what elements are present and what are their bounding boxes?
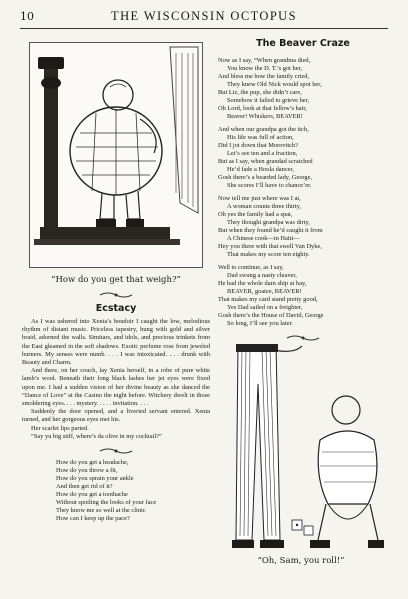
poem-line: Dad swung a nasty cleaver, (227, 272, 297, 279)
dice-cartoon (218, 344, 384, 552)
left-column (22, 34, 210, 523)
poem-line: His life was full of action, (227, 134, 294, 141)
poem-line: Yes Dad sailed on a freighter, (227, 304, 303, 311)
poem-line: Oh yes the family had a spat, (218, 211, 293, 218)
poem-line: BEAVER, goatee, BEAVER! (227, 288, 302, 295)
ecstasy-paragraph: And there, on her couch, lay Xenia herself, in a robe of pure white lamb’s wool. Beneath their long black lashes her jet eyes were fixed upon me. I had a sudden vision of her divine beauty as she danced the “Dance of Love” at the Casino the night before. Witchery dwelt in those smoldering eyes. . . . mystery. . . . . invitation. . . . (22, 367, 210, 408)
right-column (218, 34, 388, 344)
ecstasy-paragraph: “Say yu big stiff, where’s da olive in my cocktail?” (31, 432, 162, 440)
ecstasy-title: Ecstacy (95, 303, 137, 314)
poem-line: How do you get a toothache (56, 491, 128, 499)
poem-line: He had the whole darn ship at bay, (218, 280, 307, 287)
poem-line: How can I keep up the pace? (56, 515, 130, 523)
scale-cartoon (29, 42, 203, 268)
poem-line: But as I say, when grandad scratched (218, 158, 313, 165)
poem-line: You know the D. T.’s got her, (227, 65, 303, 72)
beaver-craze-title: The Beaver Craze (256, 38, 350, 49)
poem-line: Well to continue, as I say, (218, 264, 284, 271)
poem-line: Gosh there’s a bearded lady, George, (218, 174, 313, 181)
poem-line: Somehow it failed to grieve her, (227, 97, 310, 104)
ecstasy-paragraph: Her scarlet lips parted. (31, 424, 89, 432)
beaver-craze-poem (218, 57, 388, 328)
ecstasy-story (22, 318, 210, 441)
header-rule (20, 28, 388, 29)
ornament-divider (98, 291, 134, 299)
poem-line: They knew Old Nick would spot her, (227, 81, 322, 88)
poem-line: Now as I say, “When grandma died, (218, 57, 311, 64)
ecstasy-paragraph: Suddenly the door opened, and a liveried servant entered. Xenia turned, and her gorgeous eyes met his. (22, 408, 210, 424)
poem-line: That makes my score ten eighty. (227, 251, 310, 258)
poem-line: How do you throw a fit, (56, 467, 118, 475)
scale-cartoon-caption: “How do you get that weigh?” (51, 275, 181, 285)
poem-line: And bless me how the family cried, (218, 73, 310, 80)
poem-line: She scores I’ll have to chance’er. (227, 182, 312, 189)
poem-line: Without spoiling the looks of your face (56, 499, 157, 507)
poem-line: He’d fade a Hoola dancer, (227, 166, 294, 173)
journal-title: THE WISCONSIN OCTOPUS (111, 9, 297, 23)
poem-line: They know me so well at the clinic (56, 507, 146, 515)
poem-line: How do you get a headache, (56, 459, 129, 467)
ecstasy-paragraph: As I was ushered into Xenia’s boudoir I caught the low, melodious rhythm of distant music. Priceless tapestry, hung with gold and silver braid, adorned the walls. Simitars, and idols, and precious trinkets from the East gleamed in the soft shadows. Exotic perfume rose from jeweled burners. My senses were numb. . . . I was intoxicated. . . . drunk with Beauty and Charm. (22, 318, 210, 367)
ornament-divider (285, 334, 321, 342)
ornament-divider (98, 447, 134, 455)
poem-line: That makes my card stand pretty good, (218, 296, 318, 303)
page-number: 10 (20, 10, 34, 23)
poem-line: Hey you there with that swell Van Dyke, (218, 243, 322, 250)
dice-cartoon-caption: “Oh, Sam, you roll!” (257, 556, 345, 566)
poem-line: Oh Lord, look at that fellow’s hair, (218, 105, 307, 112)
poem-line: A woman counts three thirty, (227, 203, 301, 210)
poem-line: Now tell me just where was I at, (218, 195, 301, 202)
poem-line: But Liz, the pup, she didn’t care, (218, 89, 302, 96)
poem-line: Beaver! Whiskers, BEAVER! (227, 113, 303, 120)
poem-line: So long, I’ll see you later. (227, 320, 293, 327)
poem-line: And when our grandpa got the itch, (218, 126, 309, 133)
poem-line: Gosh there’s the House of David, George (218, 312, 324, 319)
poem-line: And then get rid of it? (56, 483, 113, 491)
running-head (20, 9, 388, 25)
poem-line: Did I jot down that Morovitch? (218, 142, 299, 149)
poem-line: But when they found he’d caught it from (218, 227, 323, 234)
toothache-poem (22, 459, 210, 523)
poem-line: Let’s see ten and a fraction, (227, 150, 298, 157)
poem-line: A Chinese cook—in Haiti— (227, 235, 300, 242)
poem-line: How do you sprain your ankle (56, 475, 134, 483)
scale-cartoon-drawing (30, 43, 202, 267)
poem-line: They thought grandpa was dirty, (227, 219, 310, 226)
